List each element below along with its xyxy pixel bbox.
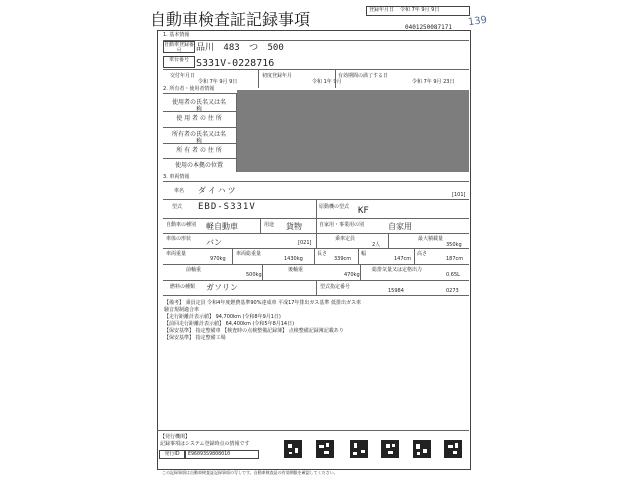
issue-date-value: 令和 7年 9月 9日 xyxy=(198,79,238,85)
width-value: 147cm xyxy=(394,256,412,262)
displacement-label: 総排気量又は定格出力 xyxy=(372,267,423,273)
issuer-desc: 記録事項はシステム登録時点の情報です xyxy=(160,441,250,447)
section-vehicle: 3. 車両情報 xyxy=(163,174,190,180)
height-label: 高さ xyxy=(417,251,428,257)
issue-id-value: E96093S9808010 xyxy=(185,450,259,459)
body-value: バン xyxy=(206,238,222,247)
document-title: 自動車検査証記録事項 xyxy=(150,10,311,29)
registration-date-stamp xyxy=(366,6,470,16)
usage-label: 用途 xyxy=(264,222,275,228)
qr-code-6 xyxy=(444,440,462,458)
category-value: 15984 xyxy=(388,288,404,294)
body-code: [021] xyxy=(298,240,312,246)
qr-code-3 xyxy=(350,440,368,458)
reg-number-value: 品川 483 つ 500 xyxy=(196,43,284,53)
fuel-value: ガソリン xyxy=(206,283,238,292)
engine-value: KF xyxy=(358,206,369,216)
length-value: 339cm xyxy=(334,256,352,262)
rear-axle-value: 470kg xyxy=(344,272,360,278)
maker-value: ダイハツ xyxy=(198,186,238,195)
category-code: 0273 xyxy=(446,288,459,294)
issuer-label: 【発行機関】 xyxy=(160,434,191,440)
rear-axle-label: 後軸重 xyxy=(288,267,304,273)
displacement-value: 0.65L xyxy=(446,272,460,278)
weight-value: 970kg xyxy=(210,256,226,262)
remarks-line-3: 【前回走行距離計表示値】 64,400km (令和5年8月14日) xyxy=(164,321,295,327)
gross-value: 1430kg xyxy=(284,256,303,262)
length-label: 長さ xyxy=(317,251,328,257)
owner-row-2: 所有者の氏名又は名称 xyxy=(171,131,226,145)
kind-value: 軽自動車 xyxy=(206,222,238,231)
owner-row-4: 使用の本拠の位置 xyxy=(174,162,223,169)
capacity-label: 乗車定員 xyxy=(335,236,356,242)
owner-row-0: 使用者の氏名又は名称 xyxy=(171,99,226,113)
load-label: 最大積載量 xyxy=(418,236,444,242)
reg-number-label: 自動車登録番号 xyxy=(164,42,195,54)
redacted-owner-info xyxy=(237,90,469,172)
chassis-value: S331V-0228716 xyxy=(196,58,275,69)
engine-label: 原動機の型式 xyxy=(319,204,350,210)
width-label: 幅 xyxy=(361,251,367,257)
usage-value: 貨物 xyxy=(286,222,302,231)
remarks-line-5: 【保安基準】 指定整備工場 xyxy=(164,335,226,341)
issue-id-label: 発行ID xyxy=(159,450,185,459)
expiry-label: 有効期間の満了する日 xyxy=(338,73,389,79)
serial-number: 0401250087171 xyxy=(405,24,452,31)
remarks-line-1: 騒音規制適合車 xyxy=(164,307,200,313)
first-reg-label: 初度登録年月 xyxy=(262,73,293,79)
private-label: 自家用・事業用の別 xyxy=(319,222,365,228)
remarks-line-0: 【備考】 乗員定員 令和4年度燃費基準90%達成車 平成17年排出ガス基準 低排出ガス車 xyxy=(164,300,362,306)
gross-label: 車両総重量 xyxy=(236,251,262,257)
footer-note: この記録事項は自動車検査証記録事項の写しです。自動車検査証の有効期限を確認してください。 xyxy=(162,470,338,475)
body-label: 車体の形状 xyxy=(166,236,192,242)
category-label: 型式指定番号 xyxy=(320,284,351,290)
qr-code-2 xyxy=(316,440,334,458)
section-basic: 1. 基本情報 xyxy=(163,32,190,38)
front-axle-value: 500kg xyxy=(246,272,262,278)
model-label: 型式 xyxy=(172,204,183,210)
stamp-label: 登録年月日 xyxy=(369,7,395,13)
qr-code-4 xyxy=(381,440,399,458)
front-axle-label: 前軸重 xyxy=(186,267,202,273)
remarks-line-4: 【保安基準】 指定整備車 【検査時の点検整備記録簿】 点検整備記録簿記載あり xyxy=(164,328,344,334)
section-owner: 2. 所有者・使用者情報 xyxy=(163,86,215,92)
qr-code-5 xyxy=(413,440,431,458)
first-reg-value: 令和 1年 9月 xyxy=(312,79,342,85)
remarks-line-2: 【走行距離計表示値】 94,700km (令和8年9月1日) xyxy=(164,314,281,320)
private-value: 自家用 xyxy=(388,222,412,231)
owner-row-1: 使 用 者 の 住 所 xyxy=(176,115,222,122)
kind-label: 自動車の種別 xyxy=(166,222,197,228)
load-value: 350kg xyxy=(446,242,462,248)
issue-date-label: 交付年月日 xyxy=(170,73,196,79)
qr-code-1 xyxy=(284,440,302,458)
weight-label: 車両重量 xyxy=(166,251,187,257)
maker-code: [101] xyxy=(452,192,466,198)
model-value: EBD-S331V xyxy=(198,202,256,212)
handwritten-mark: 139 xyxy=(467,14,488,29)
maker-label: 車名 xyxy=(174,188,185,194)
fuel-label: 燃料の種類 xyxy=(170,284,196,290)
height-value: 187cm xyxy=(446,256,464,262)
owner-row-3: 所 有 者 の 住 所 xyxy=(176,147,222,154)
chassis-label: 車台番号 xyxy=(163,56,195,68)
stamp-date: 令和 7年 9月 9日 xyxy=(400,7,440,13)
capacity-value: 2人 xyxy=(372,242,381,248)
expiry-value: 令和 7年 9月 23日 xyxy=(412,79,455,85)
